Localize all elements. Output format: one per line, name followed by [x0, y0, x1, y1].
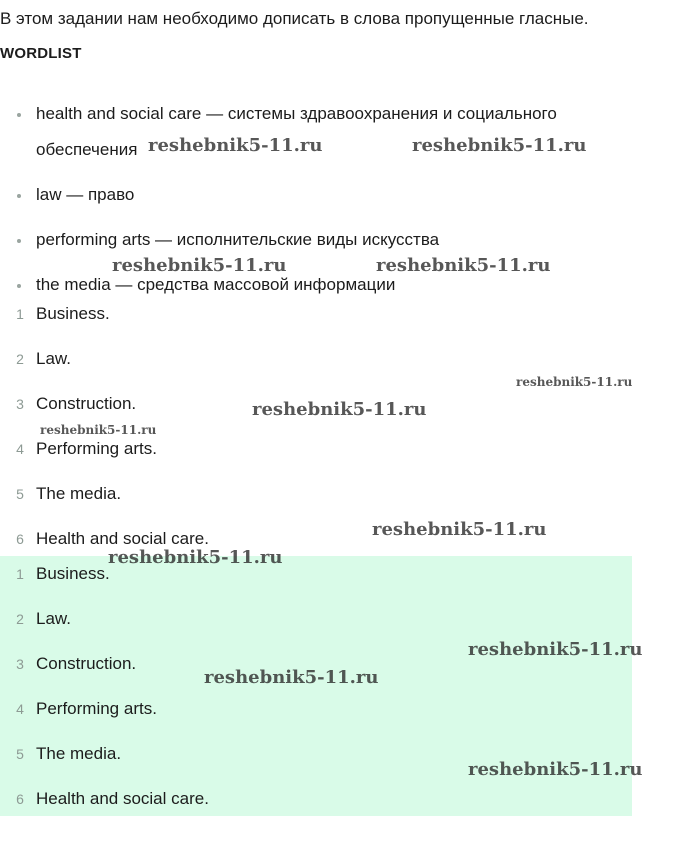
watermark: reshebnik5-11.ru — [376, 255, 551, 276]
exercise-item — [0, 476, 632, 521]
wordlist — [0, 96, 640, 312]
wordlist-item — [0, 177, 640, 213]
item-text: Construction. — [36, 394, 137, 413]
item-text: Law. — [36, 349, 71, 368]
item-text: Performing arts. — [36, 439, 157, 458]
exercise-list — [0, 296, 632, 566]
item-text: Performing arts. — [36, 699, 157, 718]
bullet-icon — [17, 113, 21, 117]
answer-item — [0, 736, 632, 781]
answer-item — [0, 601, 632, 646]
watermark: reshebnik5-11.ru — [372, 519, 547, 540]
exercise-item — [0, 431, 632, 476]
wordlist-title: WORDLIST — [0, 45, 82, 62]
item-text: The media. — [36, 744, 122, 763]
wordlist-item-text: the media — средства массовой информации — [36, 275, 396, 294]
watermark: reshebnik5-11.ru — [108, 547, 283, 568]
answer-item — [0, 691, 632, 736]
answer-item — [0, 556, 632, 601]
answer-block — [0, 556, 632, 816]
item-text: Law. — [36, 609, 71, 628]
answer-item — [0, 781, 632, 826]
watermark: reshebnik5-11.ru — [468, 639, 643, 660]
wordlist-item-text: health and social care — системы здравоохранения и социального обеспечения — [36, 104, 557, 159]
watermark: reshebnik5-11.ru — [468, 759, 643, 780]
wordlist-item-text: law — право — [36, 185, 135, 204]
item-text: Health and social care. — [36, 529, 209, 548]
watermark: reshebnik5-11.ru — [204, 667, 379, 688]
bullet-icon — [17, 239, 21, 243]
watermark: reshebnik5-11.ru — [148, 135, 323, 156]
item-number: 6 — [16, 791, 24, 807]
bullet-icon — [17, 284, 21, 288]
item-text: Business. — [36, 304, 110, 323]
watermark: reshebnik5-11.ru — [112, 255, 287, 276]
item-text: Business. — [36, 564, 110, 583]
item-text: Construction. — [36, 654, 137, 673]
item-number: 4 — [16, 701, 24, 717]
item-number: 3 — [16, 396, 24, 412]
item-number: 3 — [16, 656, 24, 672]
item-text: The media. — [36, 484, 122, 503]
item-number: 1 — [16, 566, 24, 582]
item-number: 1 — [16, 306, 24, 322]
item-text: Health and social care. — [36, 789, 209, 808]
wordlist-item — [0, 96, 640, 168]
watermark: reshebnik5-11.ru — [40, 423, 157, 437]
watermark: reshebnik5-11.ru — [252, 399, 427, 420]
task-intro: В этом задании нам необходимо дописать в слова пропущенные гласные. — [0, 9, 589, 28]
bullet-icon — [17, 194, 21, 198]
exercise-item — [0, 386, 632, 431]
item-number: 2 — [16, 351, 24, 367]
wordlist-item — [0, 222, 640, 258]
exercise-item — [0, 296, 632, 341]
wordlist-item-text: performing arts — исполнительские виды искусства — [36, 230, 440, 249]
item-number: 5 — [16, 486, 24, 502]
answer-item — [0, 646, 632, 691]
item-number: 4 — [16, 441, 24, 457]
item-number: 2 — [16, 611, 24, 627]
watermark: reshebnik5-11.ru — [516, 375, 633, 389]
exercise-item — [0, 341, 632, 386]
watermark: reshebnik5-11.ru — [412, 135, 587, 156]
item-number: 5 — [16, 746, 24, 762]
item-number: 6 — [16, 531, 24, 547]
